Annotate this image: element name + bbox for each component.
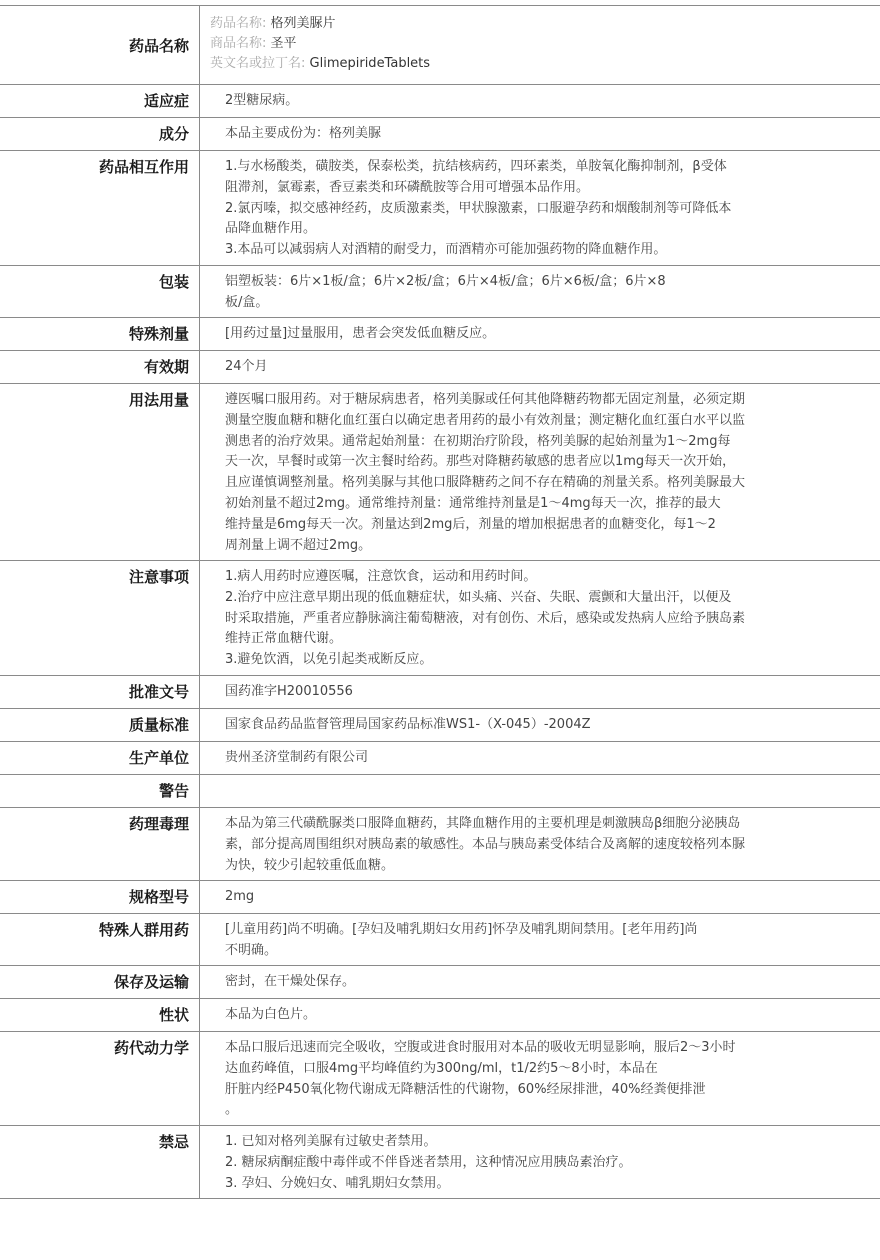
value-line: 3.避免饮酒，以免引起类戒断反应。 <box>225 652 433 668</box>
generic-name-line <box>210 14 430 34</box>
row-label: 用法用量 <box>0 384 200 560</box>
row-label: 规格型号 <box>0 881 200 913</box>
row-value <box>200 351 880 383</box>
row-value <box>200 1032 880 1125</box>
value-line: 铝塑板装：6片×1板/盒；6片×2板/盒；6片×4板/盒；6片×6板/盒；6片×8 <box>225 274 666 289</box>
value-line: 维持正常血糖代谢。 <box>225 631 343 647</box>
row-special-groups <box>0 914 880 966</box>
row-value <box>200 966 880 998</box>
drug-name-values <box>200 6 430 84</box>
value-line: 维持量是6mg每天一次。剂量达到2mg后，剂量的增加根据患者的血糖变化，每1～2 <box>225 516 716 532</box>
value-line: 本品为白色片。 <box>225 1007 317 1022</box>
row-value <box>200 85 880 117</box>
brand-name-value: 圣平 <box>270 36 297 51</box>
value-line: 贵州圣济堂制药有限公司 <box>225 750 369 765</box>
value-line: 2.氯丙嗪，拟交感神经药，皮质激素类，甲状腺激素，口服避孕药和烟酸制剂等可降低本 <box>225 200 732 216</box>
row-label: 注意事项 <box>0 561 200 675</box>
row-value <box>200 775 880 807</box>
row-value <box>200 914 880 965</box>
value-line: 且应谨慎调整剂量。格列美脲与其他口服降糖药之间不存在精确的剂量关系。格列美脲最大 <box>225 475 746 491</box>
value-line: 密封，在干燥处保存。 <box>225 974 356 989</box>
value-line: 阻滞剂，氯霉素，香豆素类和环磷酰胺等合用可增强本品作用。 <box>225 179 590 195</box>
value-line: 1.与水杨酸类，磺胺类，保泰松类，抗结核病药，四环素类，单胺氧化酶抑制剂，β受体 <box>225 159 727 174</box>
row-label: 禁忌 <box>0 1126 200 1198</box>
row-label: 适应症 <box>0 85 200 117</box>
value-line: 2mg <box>225 889 255 904</box>
row-interactions <box>0 151 880 266</box>
value-line: 国药准字H20010556 <box>225 684 353 699</box>
row-value <box>200 318 880 350</box>
value-line: 2. 糖尿病酮症酸中毒伴或不伴昏迷者禁用，这种情况应用胰岛素治疗。 <box>225 1154 632 1170</box>
row-value <box>200 151 880 265</box>
row-approval <box>0 676 880 709</box>
value-line: 遵医嘱口服用药。对于糖尿病患者，格列美脲或任何其他降糖药物都无固定剂量，必须定期 <box>225 392 746 407</box>
value-line: 肝脏内经P450氧化物代谢成无降糖活性的代谢物，60%经尿排泄，40%经粪便排泄 <box>225 1081 706 1097</box>
value-line: 初始剂量不超过2mg。通常维持剂量：通常维持剂量是1～4mg每天一次，推荐的最大 <box>225 495 721 511</box>
value-line: 测患者的治疗效果。通常起始剂量：在初期治疗阶段，格列美脲的起始剂量为1～2mg每 <box>225 433 731 449</box>
brand-name-key: 商品名称: <box>210 36 267 51</box>
row-validity <box>0 351 880 384</box>
row-label: 包装 <box>0 266 200 317</box>
value-line: 天一次，早餐时或第一次主餐时给药。那些对降糖药敏感的患者应以1mg每天一次开始， <box>225 454 736 470</box>
row-indication <box>0 85 880 118</box>
row-label: 有效期 <box>0 351 200 383</box>
row-storage <box>0 966 880 999</box>
row-spec <box>0 881 880 914</box>
value-line: 本品口服后迅速而完全吸收，空腹或进食时服用对本品的吸收无明显影响，服后2～3小时 <box>225 1040 736 1055</box>
value-line: 周剂量上调不超过2mg。 <box>225 537 372 553</box>
row-label: 特殊人群用药 <box>0 914 200 965</box>
row-label: 药品名称 <box>0 6 200 84</box>
row-value <box>200 384 880 560</box>
row-precautions <box>0 561 880 676</box>
row-value <box>200 999 880 1031</box>
value-line: 素，部分提高周围组织对胰岛素的敏感性。本品与胰岛素受体结合及离解的速度较格列本脲 <box>225 836 746 852</box>
row-dosage <box>0 384 880 561</box>
row-value <box>200 561 880 675</box>
row-manufacturer <box>0 742 880 775</box>
row-label: 质量标准 <box>0 709 200 741</box>
row-value <box>200 118 880 150</box>
row-label: 性状 <box>0 999 200 1031</box>
value-line: [儿童用药]尚不明确。[孕妇及哺乳期妇女用药]怀孕及哺乳期间禁用。[老年用药]尚 <box>225 922 698 937</box>
row-label: 保存及运输 <box>0 966 200 998</box>
row-label: 生产单位 <box>0 742 200 774</box>
value-line: 3.本品可以减弱病人对酒精的耐受力，而酒精亦可能加强药物的降血糖作用。 <box>225 242 667 258</box>
value-line: 2.治疗中应注意早期出现的低血糖症状，如头痛、兴奋、失眠、震颤和大量出汗，以便及 <box>225 589 732 605</box>
row-label: 药理毒理 <box>0 808 200 880</box>
value-line: 本品主要成份为：格列美脲 <box>225 126 382 141</box>
row-value <box>200 1126 880 1198</box>
row-value <box>200 808 880 880</box>
row-contraindications <box>0 1126 880 1199</box>
generic-name-key: 药品名称: <box>210 16 267 31</box>
value-line: 3. 孕妇、分娩妇女、哺乳期妇女禁用。 <box>225 1175 450 1191</box>
value-line: 达血药峰值，口服4mg平均峰值约为300ng/ml，t1/2约5～8小时，本品在 <box>225 1060 658 1076</box>
value-line: 为快，较少引起较重低血糖。 <box>225 857 395 873</box>
row-value <box>200 266 880 317</box>
value-line: 本品为第三代磺酰脲类口服降血糖药，其降血糖作用的主要机理是刺激胰岛β细胞分泌胰岛 <box>225 816 741 831</box>
row-label: 药品相互作用 <box>0 151 200 265</box>
value-line: [用药过量]过量服用，患者会突发低血糖反应。 <box>225 326 496 341</box>
english-name-key: 英文名或拉丁名: <box>210 56 306 71</box>
drug-info-table <box>0 5 880 1199</box>
row-drug-name <box>0 6 880 85</box>
row-label: 批准文号 <box>0 676 200 708</box>
row-package <box>0 266 880 318</box>
value-line: 时采取措施，严重者应静脉滴注葡萄糖液，对有创伤、术后，感染或发热病人应给予胰岛素 <box>225 610 746 626</box>
row-value <box>200 676 880 708</box>
value-line: 。 <box>225 1102 239 1118</box>
value-line: 测量空腹血糖和糖化血红蛋白以确定患者用药的最小有效剂量；测定糖化血红蛋白水平以监 <box>225 412 746 428</box>
value-line: 1. 已知对格列美脲有过敏史者禁用。 <box>225 1134 437 1149</box>
brand-name-line <box>210 34 430 54</box>
row-label: 成分 <box>0 118 200 150</box>
row-appearance <box>0 999 880 1032</box>
row-pharmacology <box>0 808 880 881</box>
row-ingredients <box>0 118 880 151</box>
english-name-line <box>210 54 430 74</box>
value-line: 不明确。 <box>225 942 278 958</box>
value-line: 1.病人用药时应遵医嘱，注意饮食，运动和用药时间。 <box>225 569 537 584</box>
value-line: 板/盒。 <box>225 294 269 310</box>
row-overdose <box>0 318 880 351</box>
row-pharmacokinetics <box>0 1032 880 1126</box>
row-warning <box>0 775 880 808</box>
value-line: 品降血糖作用。 <box>225 221 317 237</box>
row-value <box>200 881 880 913</box>
row-value <box>200 709 880 741</box>
value-line: 国家食品药品监督管理局国家药品标准WS1-（X-045）-2004Z <box>225 717 591 732</box>
english-name-value: GlimepirideTablets <box>309 56 431 71</box>
row-label: 警告 <box>0 775 200 807</box>
generic-name-value: 格列美脲片 <box>270 16 336 31</box>
row-label: 药代动力学 <box>0 1032 200 1125</box>
value-line: 24个月 <box>225 359 268 374</box>
value-line: 2型糖尿病。 <box>225 93 299 108</box>
row-label: 特殊剂量 <box>0 318 200 350</box>
row-value <box>200 742 880 774</box>
row-standard <box>0 709 880 742</box>
